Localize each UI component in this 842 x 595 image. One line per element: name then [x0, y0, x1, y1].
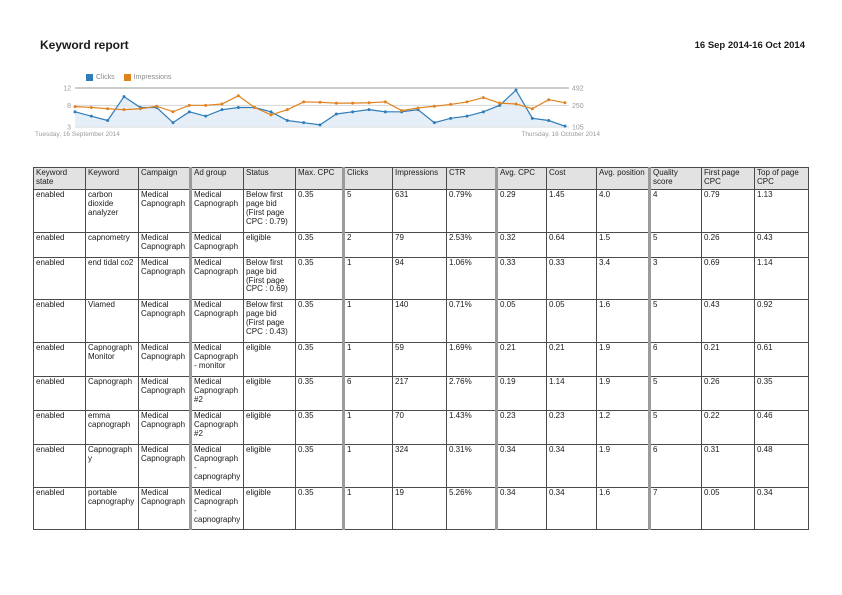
- table-cell: 0.34: [547, 444, 597, 487]
- table-cell: 0.92: [755, 300, 809, 343]
- table-cell: 19: [393, 487, 447, 530]
- table-cell: 0.46: [755, 410, 809, 444]
- column-header-clicks: Clicks: [344, 168, 393, 190]
- table-cell: 5: [344, 189, 393, 232]
- impressions-point: [90, 106, 93, 109]
- table-cell: 0.35: [296, 343, 344, 377]
- table-cell: Medical Capnograph - capnography: [191, 487, 244, 530]
- column-header-quality-score: Quality score: [650, 168, 702, 190]
- impressions-point: [417, 106, 420, 109]
- clicks-point: [368, 108, 371, 111]
- table-cell: enabled: [34, 410, 86, 444]
- clicks-point: [106, 119, 109, 122]
- table-cell: 1: [344, 444, 393, 487]
- table-cell: 0.35: [296, 189, 344, 232]
- table-cell: 1.9: [597, 343, 650, 377]
- table-cell: Medical Capnograph: [139, 189, 191, 232]
- table-cell: 2.76%: [447, 377, 497, 411]
- performance-chart: [35, 72, 645, 142]
- table-cell: Below first page bid (First page CPC : 0.69): [244, 257, 296, 300]
- column-header-avg-cpc: Avg. CPC: [497, 168, 547, 190]
- table-cell: 0.69: [702, 257, 755, 300]
- table-cell: 0.22: [702, 410, 755, 444]
- table-cell: 0.43: [702, 300, 755, 343]
- table-cell: Medical Capnograph: [191, 300, 244, 343]
- table-cell: 0.21: [497, 343, 547, 377]
- impressions-point: [188, 104, 191, 107]
- table-cell: eligible: [244, 377, 296, 411]
- impressions-point: [547, 98, 550, 101]
- table-cell: Capnography: [86, 444, 139, 487]
- table-cell: 1.13: [755, 189, 809, 232]
- impressions-point: [253, 106, 256, 109]
- table-cell: Below first page bid (First page CPC : 0.43): [244, 300, 296, 343]
- table-cell: enabled: [34, 444, 86, 487]
- table-cell: enabled: [34, 257, 86, 300]
- table-cell: 0.71%: [447, 300, 497, 343]
- impressions-point: [400, 109, 403, 112]
- table-cell: 0.34: [547, 487, 597, 530]
- table-cell: end tidal co2: [86, 257, 139, 300]
- chart-svg: [35, 84, 645, 142]
- table-cell: 0.05: [497, 300, 547, 343]
- table-cell: eligible: [244, 444, 296, 487]
- table-cell: 0.33: [497, 257, 547, 300]
- table-cell: 0.35: [296, 232, 344, 257]
- impressions-point: [123, 108, 126, 111]
- table-row: [34, 257, 809, 300]
- table-cell: 0.26: [702, 377, 755, 411]
- table-cell: 4: [650, 189, 702, 232]
- clicks-point: [351, 110, 354, 113]
- table-cell: 4.0: [597, 189, 650, 232]
- table-cell: Below first page bid (First page CPC : 0.79): [244, 189, 296, 232]
- impressions-point: [172, 110, 175, 113]
- table-row: [34, 487, 809, 530]
- clicks-point: [237, 106, 240, 109]
- column-header-impressions: Impressions: [393, 168, 447, 190]
- table-cell: 0.61: [755, 343, 809, 377]
- table-cell: Medical Capnograph: [139, 232, 191, 257]
- table-cell: Medical Capnograph: [139, 410, 191, 444]
- table-row: [34, 300, 809, 343]
- clicks-point: [270, 110, 273, 113]
- table-cell: enabled: [34, 232, 86, 257]
- table-cell: 70: [393, 410, 447, 444]
- table-cell: 1: [344, 300, 393, 343]
- table-cell: eligible: [244, 343, 296, 377]
- clicks-point: [433, 121, 436, 124]
- table-row: [34, 343, 809, 377]
- table-cell: Medical Capnograph: [139, 487, 191, 530]
- clicks-point: [384, 110, 387, 113]
- table-cell: Medical Capnograph - monitor: [191, 343, 244, 377]
- table-header-row: [34, 168, 809, 190]
- clicks-point: [286, 119, 289, 122]
- table-cell: 5.26%: [447, 487, 497, 530]
- table-cell: 0.32: [497, 232, 547, 257]
- table-cell: Medical Capnograph: [191, 257, 244, 300]
- table-cell: enabled: [34, 300, 86, 343]
- table-cell: 0.35: [296, 377, 344, 411]
- column-header-keyword-state: Keyword state: [34, 168, 86, 190]
- table-cell: emma capnograph: [86, 410, 139, 444]
- impressions-point: [155, 105, 158, 108]
- x-axis-start-label: Tuesday, 16 September 2014: [35, 131, 120, 138]
- table-cell: 1.2: [597, 410, 650, 444]
- clicks-point: [466, 115, 469, 118]
- table-cell: 3: [650, 257, 702, 300]
- column-header-ad-group: Ad group: [191, 168, 244, 190]
- table-cell: 1.06%: [447, 257, 497, 300]
- table-cell: Medical Capnograph: [191, 232, 244, 257]
- impressions-point: [270, 113, 273, 116]
- table-cell: 0.34: [755, 487, 809, 530]
- table-cell: 0.05: [547, 300, 597, 343]
- table-cell: 0.23: [547, 410, 597, 444]
- clicks-point: [172, 121, 175, 124]
- table-cell: 0.35: [296, 487, 344, 530]
- date-range: 16 Sep 2014-16 Oct 2014: [694, 40, 805, 51]
- impressions-point: [515, 103, 518, 106]
- table-cell: 0.43: [755, 232, 809, 257]
- table-cell: 6: [650, 444, 702, 487]
- clicks-point: [123, 95, 126, 98]
- clicks-point: [74, 110, 77, 113]
- table-cell: 0.31: [702, 444, 755, 487]
- table-cell: 1.45: [547, 189, 597, 232]
- table-cell: Medical Capnograph #2: [191, 377, 244, 411]
- right-axis-tick: 250: [572, 102, 584, 110]
- table-cell: 1.6: [597, 487, 650, 530]
- impressions-point: [498, 102, 501, 105]
- chart-legend: [86, 74, 171, 81]
- table-row: [34, 410, 809, 444]
- table-cell: 1.69%: [447, 343, 497, 377]
- table-cell: 5: [650, 410, 702, 444]
- clicks-point: [515, 89, 518, 92]
- table-cell: 59: [393, 343, 447, 377]
- impressions-point: [106, 107, 109, 110]
- column-header-max-cpc: Max. CPC: [296, 168, 344, 190]
- table-cell: 0.35: [296, 410, 344, 444]
- impressions-point: [286, 108, 289, 111]
- clicks-point: [531, 117, 534, 120]
- column-header-ctr: CTR: [447, 168, 497, 190]
- table-cell: Capnograph: [86, 377, 139, 411]
- table-cell: enabled: [34, 343, 86, 377]
- impressions-point: [302, 100, 305, 103]
- column-header-status: Status: [244, 168, 296, 190]
- table-cell: 0.34: [497, 487, 547, 530]
- right-axis-tick: 492: [572, 85, 584, 93]
- table-cell: 217: [393, 377, 447, 411]
- right-axis-tick: 105: [572, 124, 584, 132]
- clicks-point: [564, 125, 567, 128]
- table-cell: 0.26: [702, 232, 755, 257]
- impressions-point: [449, 103, 452, 106]
- clicks-swatch-icon: [86, 74, 93, 81]
- column-header-keyword: Keyword: [86, 168, 139, 190]
- table-row: [34, 377, 809, 411]
- table-cell: enabled: [34, 189, 86, 232]
- table-cell: 0.34: [497, 444, 547, 487]
- table-cell: eligible: [244, 410, 296, 444]
- clicks-point: [90, 115, 93, 118]
- left-axis-tick: 3: [67, 124, 71, 132]
- table-cell: enabled: [34, 377, 86, 411]
- table-cell: 0.21: [702, 343, 755, 377]
- table-cell: 0.19: [497, 377, 547, 411]
- table-cell: 0.48: [755, 444, 809, 487]
- table-cell: 0.64: [547, 232, 597, 257]
- legend-label-impressions: Impressions: [133, 74, 172, 81]
- table-cell: Medical Capnograph: [139, 343, 191, 377]
- table-cell: enabled: [34, 487, 86, 530]
- legend-label-clicks: Clicks: [96, 74, 115, 81]
- table-cell: 0.29: [497, 189, 547, 232]
- table-cell: 0.35: [755, 377, 809, 411]
- table-cell: eligible: [244, 232, 296, 257]
- table-cell: Medical Capnograph: [139, 300, 191, 343]
- table-cell: 1: [344, 487, 393, 530]
- table-cell: eligible: [244, 487, 296, 530]
- column-header-cost: Cost: [547, 168, 597, 190]
- column-header-campaign: Campaign: [139, 168, 191, 190]
- table-cell: 324: [393, 444, 447, 487]
- table-cell: 5: [650, 232, 702, 257]
- table-cell: 1.9: [597, 377, 650, 411]
- impressions-point: [351, 102, 354, 105]
- impressions-point: [319, 101, 322, 104]
- table-cell: 2: [344, 232, 393, 257]
- table-cell: Medical Capnograph: [139, 377, 191, 411]
- table-cell: 0.35: [296, 300, 344, 343]
- impressions-point: [204, 104, 207, 107]
- table-row: [34, 444, 809, 487]
- impressions-point: [433, 105, 436, 108]
- impressions-point: [221, 103, 224, 106]
- legend-item-clicks: [86, 74, 115, 81]
- x-axis-end-label: Thursday, 16 October 2014: [521, 131, 600, 138]
- clicks-point: [482, 110, 485, 113]
- clicks-point: [449, 117, 452, 120]
- column-header-avg-position: Avg. position: [597, 168, 650, 190]
- table-row: [34, 232, 809, 257]
- table-cell: Medical Capnograph: [139, 257, 191, 300]
- clicks-point: [221, 108, 224, 111]
- column-header-first-page-cpc: First page CPC: [702, 168, 755, 190]
- clicks-point: [335, 113, 338, 116]
- impressions-point: [237, 94, 240, 97]
- table-cell: Viamed: [86, 300, 139, 343]
- table-cell: 79: [393, 232, 447, 257]
- legend-item-impressions: [124, 74, 172, 81]
- table-cell: Medical Capnograph: [139, 444, 191, 487]
- table-cell: 1: [344, 343, 393, 377]
- table-cell: 0.05: [702, 487, 755, 530]
- table-cell: 0.35: [296, 444, 344, 487]
- table-cell: 0.33: [547, 257, 597, 300]
- table-cell: 1.43%: [447, 410, 497, 444]
- table-cell: 2.53%: [447, 232, 497, 257]
- table-cell: 6: [344, 377, 393, 411]
- impressions-point: [368, 101, 371, 104]
- keyword-table: [33, 167, 809, 530]
- impressions-point: [74, 105, 77, 108]
- impressions-point: [335, 102, 338, 105]
- left-axis-tick: 12: [63, 85, 71, 93]
- clicks-point: [204, 115, 207, 118]
- table-cell: 1: [344, 410, 393, 444]
- table-cell: Capnograph Monitor: [86, 343, 139, 377]
- table-row: [34, 189, 809, 232]
- table-cell: 0.31%: [447, 444, 497, 487]
- table-cell: 6: [650, 343, 702, 377]
- table-cell: 7: [650, 487, 702, 530]
- table-cell: 1.14: [755, 257, 809, 300]
- table-cell: 3.4: [597, 257, 650, 300]
- impressions-point: [482, 96, 485, 99]
- table-cell: 5: [650, 300, 702, 343]
- table-cell: 0.23: [497, 410, 547, 444]
- table-cell: 0.21: [547, 343, 597, 377]
- table-cell: 1: [344, 257, 393, 300]
- clicks-point: [188, 110, 191, 113]
- impressions-point: [466, 100, 469, 103]
- table-cell: 0.79%: [447, 189, 497, 232]
- column-header-top-of-page-cpc: Top of page CPC: [755, 168, 809, 190]
- table-cell: 1.9: [597, 444, 650, 487]
- table-cell: 1.14: [547, 377, 597, 411]
- impressions-point: [564, 101, 567, 104]
- table-cell: 94: [393, 257, 447, 300]
- table-cell: Medical Capnograph #2: [191, 410, 244, 444]
- table-cell: 5: [650, 377, 702, 411]
- table-cell: 1.5: [597, 232, 650, 257]
- clicks-point: [547, 119, 550, 122]
- table-cell: 0.35: [296, 257, 344, 300]
- table-cell: 631: [393, 189, 447, 232]
- table-cell: capnometry: [86, 232, 139, 257]
- table-cell: Medical Capnograph: [191, 189, 244, 232]
- table-cell: carbon dioxide analyzer: [86, 189, 139, 232]
- page-title: Keyword report: [40, 38, 129, 52]
- impressions-point: [384, 100, 387, 103]
- clicks-point: [302, 121, 305, 124]
- table-cell: portable capnography: [86, 487, 139, 530]
- table-cell: 0.79: [702, 189, 755, 232]
- impressions-point: [531, 107, 534, 110]
- impressions-swatch-icon: [124, 74, 131, 81]
- clicks-point: [319, 123, 322, 126]
- table-cell: Medical Capnograph - capnography: [191, 444, 244, 487]
- table-cell: 1.6: [597, 300, 650, 343]
- table-cell: 140: [393, 300, 447, 343]
- left-axis-tick: 8: [67, 102, 71, 110]
- impressions-point: [139, 107, 142, 110]
